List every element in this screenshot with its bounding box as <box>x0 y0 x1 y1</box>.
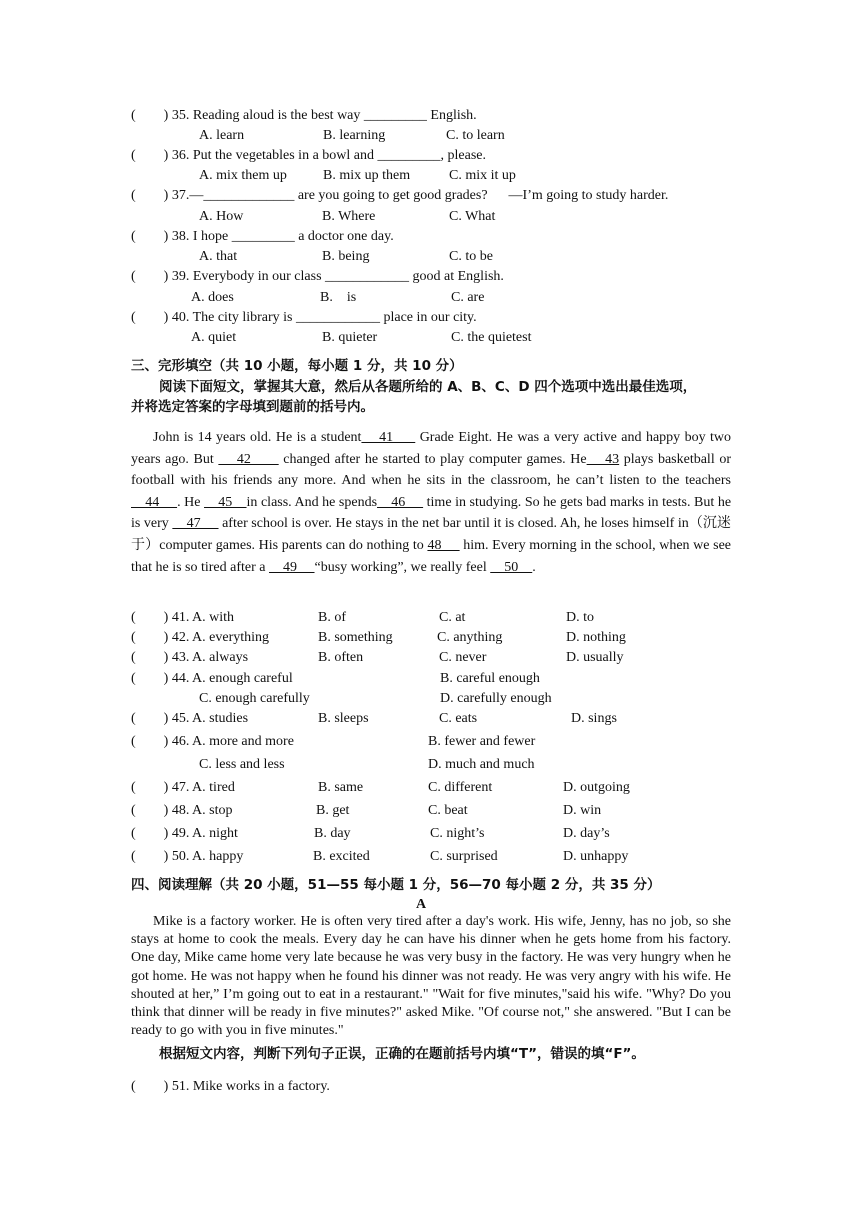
section-title: 三、完形填空（共 10 小题，每小题 1 分，共 10 分） <box>131 358 463 374</box>
option-d: D. to <box>566 610 594 625</box>
passage-text: time in studying. So he gets bad marks in tests. But he is very <box>131 494 732 532</box>
option-b: B. is <box>320 290 357 305</box>
option-c: C. eats <box>439 711 478 726</box>
question-text: ( ) 38. I hope _________ a doctor one day. <box>131 229 394 244</box>
question-text: ( ) 36. Put the vegetables in a bowl and _________, please. <box>131 148 486 163</box>
passage-text: him. Every morning in the school, when we see that he is so tired after a <box>131 537 732 575</box>
option-b: B. day <box>314 826 351 841</box>
question-text: ( ) 40. The city library is ____________ place in our city. <box>131 310 477 325</box>
question-text: ( ) 50. A. happy <box>131 849 244 864</box>
option-c: C. beat <box>428 803 468 818</box>
option-d: D. win <box>563 803 602 818</box>
blank-44: 44 <box>131 494 178 510</box>
option-d: D. much and much <box>428 757 535 772</box>
passage-label: A <box>416 897 427 912</box>
passage-text: John is 14 years old. He is a student <box>153 430 362 445</box>
question-text: ( ) 49. A. night <box>131 826 238 841</box>
option-b: B. excited <box>313 849 370 864</box>
option-a: A. quiet <box>191 330 237 345</box>
option-b: B. learning <box>323 128 386 143</box>
passage-text: Grade Eight. He was a very active and happy boy two years ago. But <box>131 430 732 467</box>
question-text: ( ) 35. Reading aloud is the best way _________ English. <box>131 108 477 123</box>
question-51: ( ) 51. Mike works in a factory. <box>131 1079 330 1094</box>
option-b: B. fewer and fewer <box>428 734 536 749</box>
option-c: C. are <box>451 290 485 305</box>
option-b: B. get <box>316 803 350 818</box>
question-text: ( ) 39. Everybody in our class ____________ good at English. <box>131 269 504 284</box>
question-text: ( ) 48. A. stop <box>131 803 233 818</box>
option-b: B. sleeps <box>318 711 369 726</box>
option-b: B. being <box>322 249 370 264</box>
question-text: ( ) 44. A. enough careful <box>131 671 293 686</box>
option-a: A. does <box>191 290 234 305</box>
section-title: 四、阅读理解（共 20 小题，51—55 每小题 1 分，56—70 每小题 2 分，共 35 分） <box>131 877 661 893</box>
blank-45: 45 <box>204 494 247 510</box>
section-instruction: 阅读下面短文，掌握其大意，然后从各题所给的 A、B、C、D 四个选项中选出最佳选项， <box>159 379 697 395</box>
passage-text: “busy working”, we really feel <box>314 559 491 575</box>
option-d: D. carefully enough <box>440 691 552 706</box>
question-text: ( ) 42. A. everything <box>131 630 270 645</box>
question-text: ( ) 43. A. always <box>131 650 249 665</box>
option-b: B. Where <box>322 209 376 224</box>
question-text: ( ) 45. A. studies <box>131 711 249 726</box>
option-d: D. day’s <box>563 826 610 841</box>
blank-49: 49 <box>269 559 315 575</box>
passage-text: . He <box>177 494 205 510</box>
option-d: D. nothing <box>566 630 626 645</box>
option-a: A. How <box>199 209 244 224</box>
option-d: D. unhappy <box>563 849 629 864</box>
cloze-passage <box>131 427 731 578</box>
section-instruction-cont: 并将选定答案的字母填到题前的括号内。 <box>131 399 374 415</box>
option-d: D. usually <box>566 650 624 665</box>
passage-text: plays basketball or football with his friends any more. And when he sits in the classroom, he can’t listen to the teachers <box>131 451 732 489</box>
option-c: C. never <box>439 650 487 665</box>
question-text: ( ) 37.—_____________ are you going to get good grades? —I’m going to study harder. <box>131 188 669 203</box>
option-a: A. that <box>199 249 238 264</box>
reading-instruction: 根据短文内容，判断下列句子正误，正确的在题前括号内填“T”，错误的填“F”。 <box>159 1046 645 1062</box>
option-c: C. mix it up <box>449 168 516 183</box>
option-a: A. mix them up <box>199 168 287 183</box>
option-c: C. to learn <box>446 128 505 143</box>
option-c: C. less and less <box>199 757 285 772</box>
passage-text: in class. And he spends <box>246 494 378 510</box>
blank-41: 41 <box>361 430 416 445</box>
option-b: B. often <box>318 650 364 665</box>
option-c: C. What <box>449 209 496 224</box>
blank-42: 42 <box>218 451 279 467</box>
question-text: ( ) 41. A. with <box>131 610 235 625</box>
option-b: B. of <box>318 610 346 625</box>
option-b: B. careful enough <box>440 671 540 686</box>
option-d: D. outgoing <box>563 780 630 795</box>
passage-text: . <box>532 559 536 575</box>
option-b: B. same <box>318 780 364 795</box>
option-c: C. night’s <box>430 826 485 841</box>
option-b: B. quieter <box>322 330 378 345</box>
reading-passage: Mike is a factory worker. He is often very tired after a day's work. His wife, Jenny, has no job, so she stays at home to cook the meals. Every day he can have his dinner when he gets home from his factory. One day, Mike came home very late because he was very busy in the factory. He was very hungry when he got home. He was not happy when he found his dinner was not ready. He was very angry with his wife. He shouted at her,” I’m going out to eat in a restaurant." "Wait for five minutes,"said his wife. "Why? Do you think that dinner will be ready in five minutes?" asked Mike. "Of course not," she answered. "But I can be ready to go with you in five minutes." <box>131 914 731 1039</box>
blank-46: 46 <box>377 494 424 510</box>
blank-48: 48 <box>427 537 460 553</box>
passage-text: changed after he started to play computer games. He <box>278 451 587 467</box>
option-d: D. sings <box>571 711 617 726</box>
option-a: A. learn <box>199 128 245 143</box>
blank-50: 50 <box>490 559 533 575</box>
option-c: C. the quietest <box>451 330 532 345</box>
option-b: B. mix up them <box>323 168 411 183</box>
option-c: C. at <box>439 610 466 625</box>
passage-text: after school is over. He stays in the net bar until it is closed. Ah, he loses himself in（沉迷于）computer games. His parents can do nothing to <box>131 516 732 553</box>
question-text: ( ) 46. A. more and more <box>131 734 294 749</box>
blank-47: 47 <box>172 516 219 532</box>
option-c: C. to be <box>449 249 493 264</box>
option-c: C. enough carefully <box>199 691 310 706</box>
option-b: B. something <box>318 630 393 645</box>
question-text: ( ) 47. A. tired <box>131 780 235 795</box>
option-c: C. surprised <box>430 849 498 864</box>
option-c: C. different <box>428 780 493 795</box>
option-c: C. anything <box>437 630 503 645</box>
blank-43: 43 <box>586 451 620 467</box>
